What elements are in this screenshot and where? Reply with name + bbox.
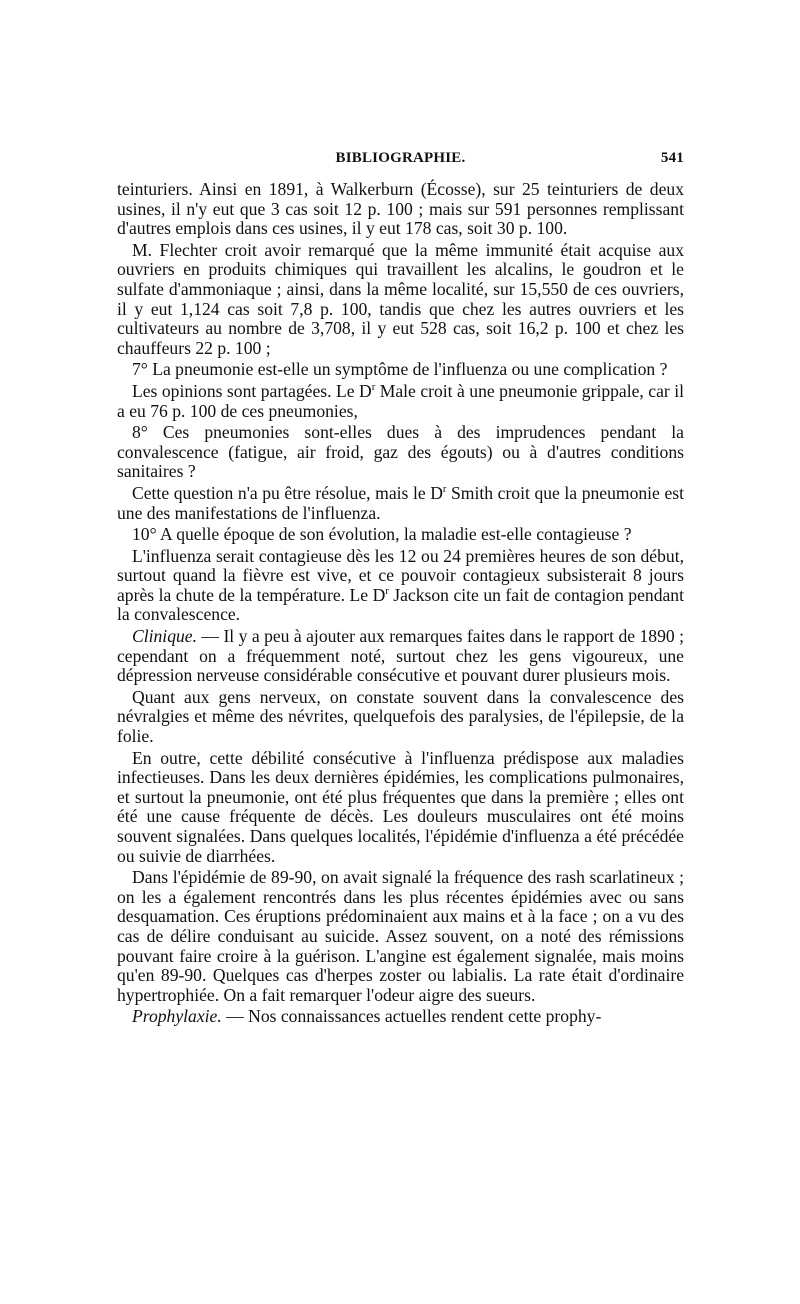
- paragraph-en-outre: En outre, cette débilité consécutive à l'influenza prédispose aux maladies infectieuses. Dans les deux dernières épidémies, les complications pulmonaires, et surtout la pneumonie, ont été plus fréquentes que dans la première ; elles ont été une cause fréquente de décès. Les douleurs musculaires ont été moins souvent signalées. Dans quelques localités, l'épidémie d'influenza a été précédée ou suivie de diarrhées.: [117, 747, 684, 866]
- section-label-clinique: Clinique.: [132, 626, 197, 647]
- paragraph-prophylaxie: Prophylaxie. — Nos connaissances actuelles rendent cette prophy-: [132, 1006, 602, 1027]
- paragraph-teinturiers: teinturiers. Ainsi en 1891, à Walkerburn (Écosse), sur 25 teinturiers de deux usines, il n'y eut que 3 cas soit 12 p. 100 ; mais sur 591 personnes remplissant d'autres emplois dans ces usines, il y eut 178 cas, soit 30 p. 100.: [117, 179, 684, 239]
- section-label-prophylaxie: Prophylaxie.: [132, 1006, 222, 1027]
- page-number: 541: [660, 150, 684, 166]
- paragraph-epidemie-89-90: Dans l'épidémie de 89-90, on avait signalé la fréquence des rash scarlatineux ; on les a également rencontrés dans les plus récentes épidémies avec ou sans desquamation. Ces éruptions prédominaient aux mains et à la face ; on a vu des cas de délire conduisant au suicide. Assez souvent, on a noté des rémissions pouvant faire croire à la guérison. L'angine est également signalée, mais moins qu'en 89-90. Quelques cas d'herpes zoster ou labialis. La rate était d'ordinaire hypertrophiée. On a fait remarquer l'odeur aigre des sueurs.: [117, 867, 684, 1005]
- paragraph-smith: Cette question n'a pu être résolue, mais le $D^r$ Smith croit que la pneumonie est une des manifestations de l'influenza.: [117, 482, 684, 523]
- paragraph-question-10: 10° A quelle époque de son évolution, la maladie est-elle contagieuse ?: [132, 524, 632, 545]
- paragraph-contagieuse: L'influenza serait contagieuse dès les 12 ou 24 premières heures de son début, surtout quand la fièvre est vive, et ce pouvoir contagieux subsisterait 8 jours après la chute de la température. Le $D^r$ Jackson cite un fait de contagion pendant la convalescence.: [117, 545, 684, 625]
- running-title: BIBLIOGRAPHIE.: [335, 150, 466, 166]
- paragraph-clinique: Clinique. — Il y a peu à ajouter aux remarques faites dans le rapport de 1890 ; cependant on a fréquemment noté, surtout chez les gens vigoureux, une dépression nerveuse considérable consécutive et pouvant durer plusieurs mois.: [117, 626, 684, 686]
- paragraph-question-8: 8° Ces pneumonies sont-elles dues à des imprudences pendant la convalescence (fatigue, air froid, gaz des égouts) ou à d'autres conditions sanitaires ?: [117, 422, 684, 482]
- body-text: [117, 180, 684, 1027]
- paragraph-gens-nerveux: Quant aux gens nerveux, on constate souvent dans la convalescence des névralgies et même des névrites, quelquefois des paralysies, de l'épilepsie, de la folie.: [117, 686, 684, 747]
- paragraph-question-7: 7° La pneumonie est-elle un symptôme de l'influenza ou une complication ?: [132, 359, 668, 380]
- paragraph-opinions: Les opinions sont partagées. Le $D^r$ Male croit à une pneumonie grippale, car il a eu 76 p. 100 de ces pneumonies,: [117, 380, 685, 421]
- page-header: [117, 150, 684, 174]
- paragraph-flechter: M. Flechter croit avoir remarqué que la même immunité était acquise aux ouvriers en produits chimiques qui travaillent les alcalins, le goudron et le sulfate d'ammoniaque ; ainsi, dans la même localité, sur 15,550 de ces ouvriers, il y eut 1,124 cas soit 7,8 p. 100, tandis que chez les autres ouvriers et les cultivateurs au nombre de 3,708, il y eut 528 cas, soit 16,2 p. 100 et chez les chauffeurs 22 p. 100 ;: [117, 239, 684, 358]
